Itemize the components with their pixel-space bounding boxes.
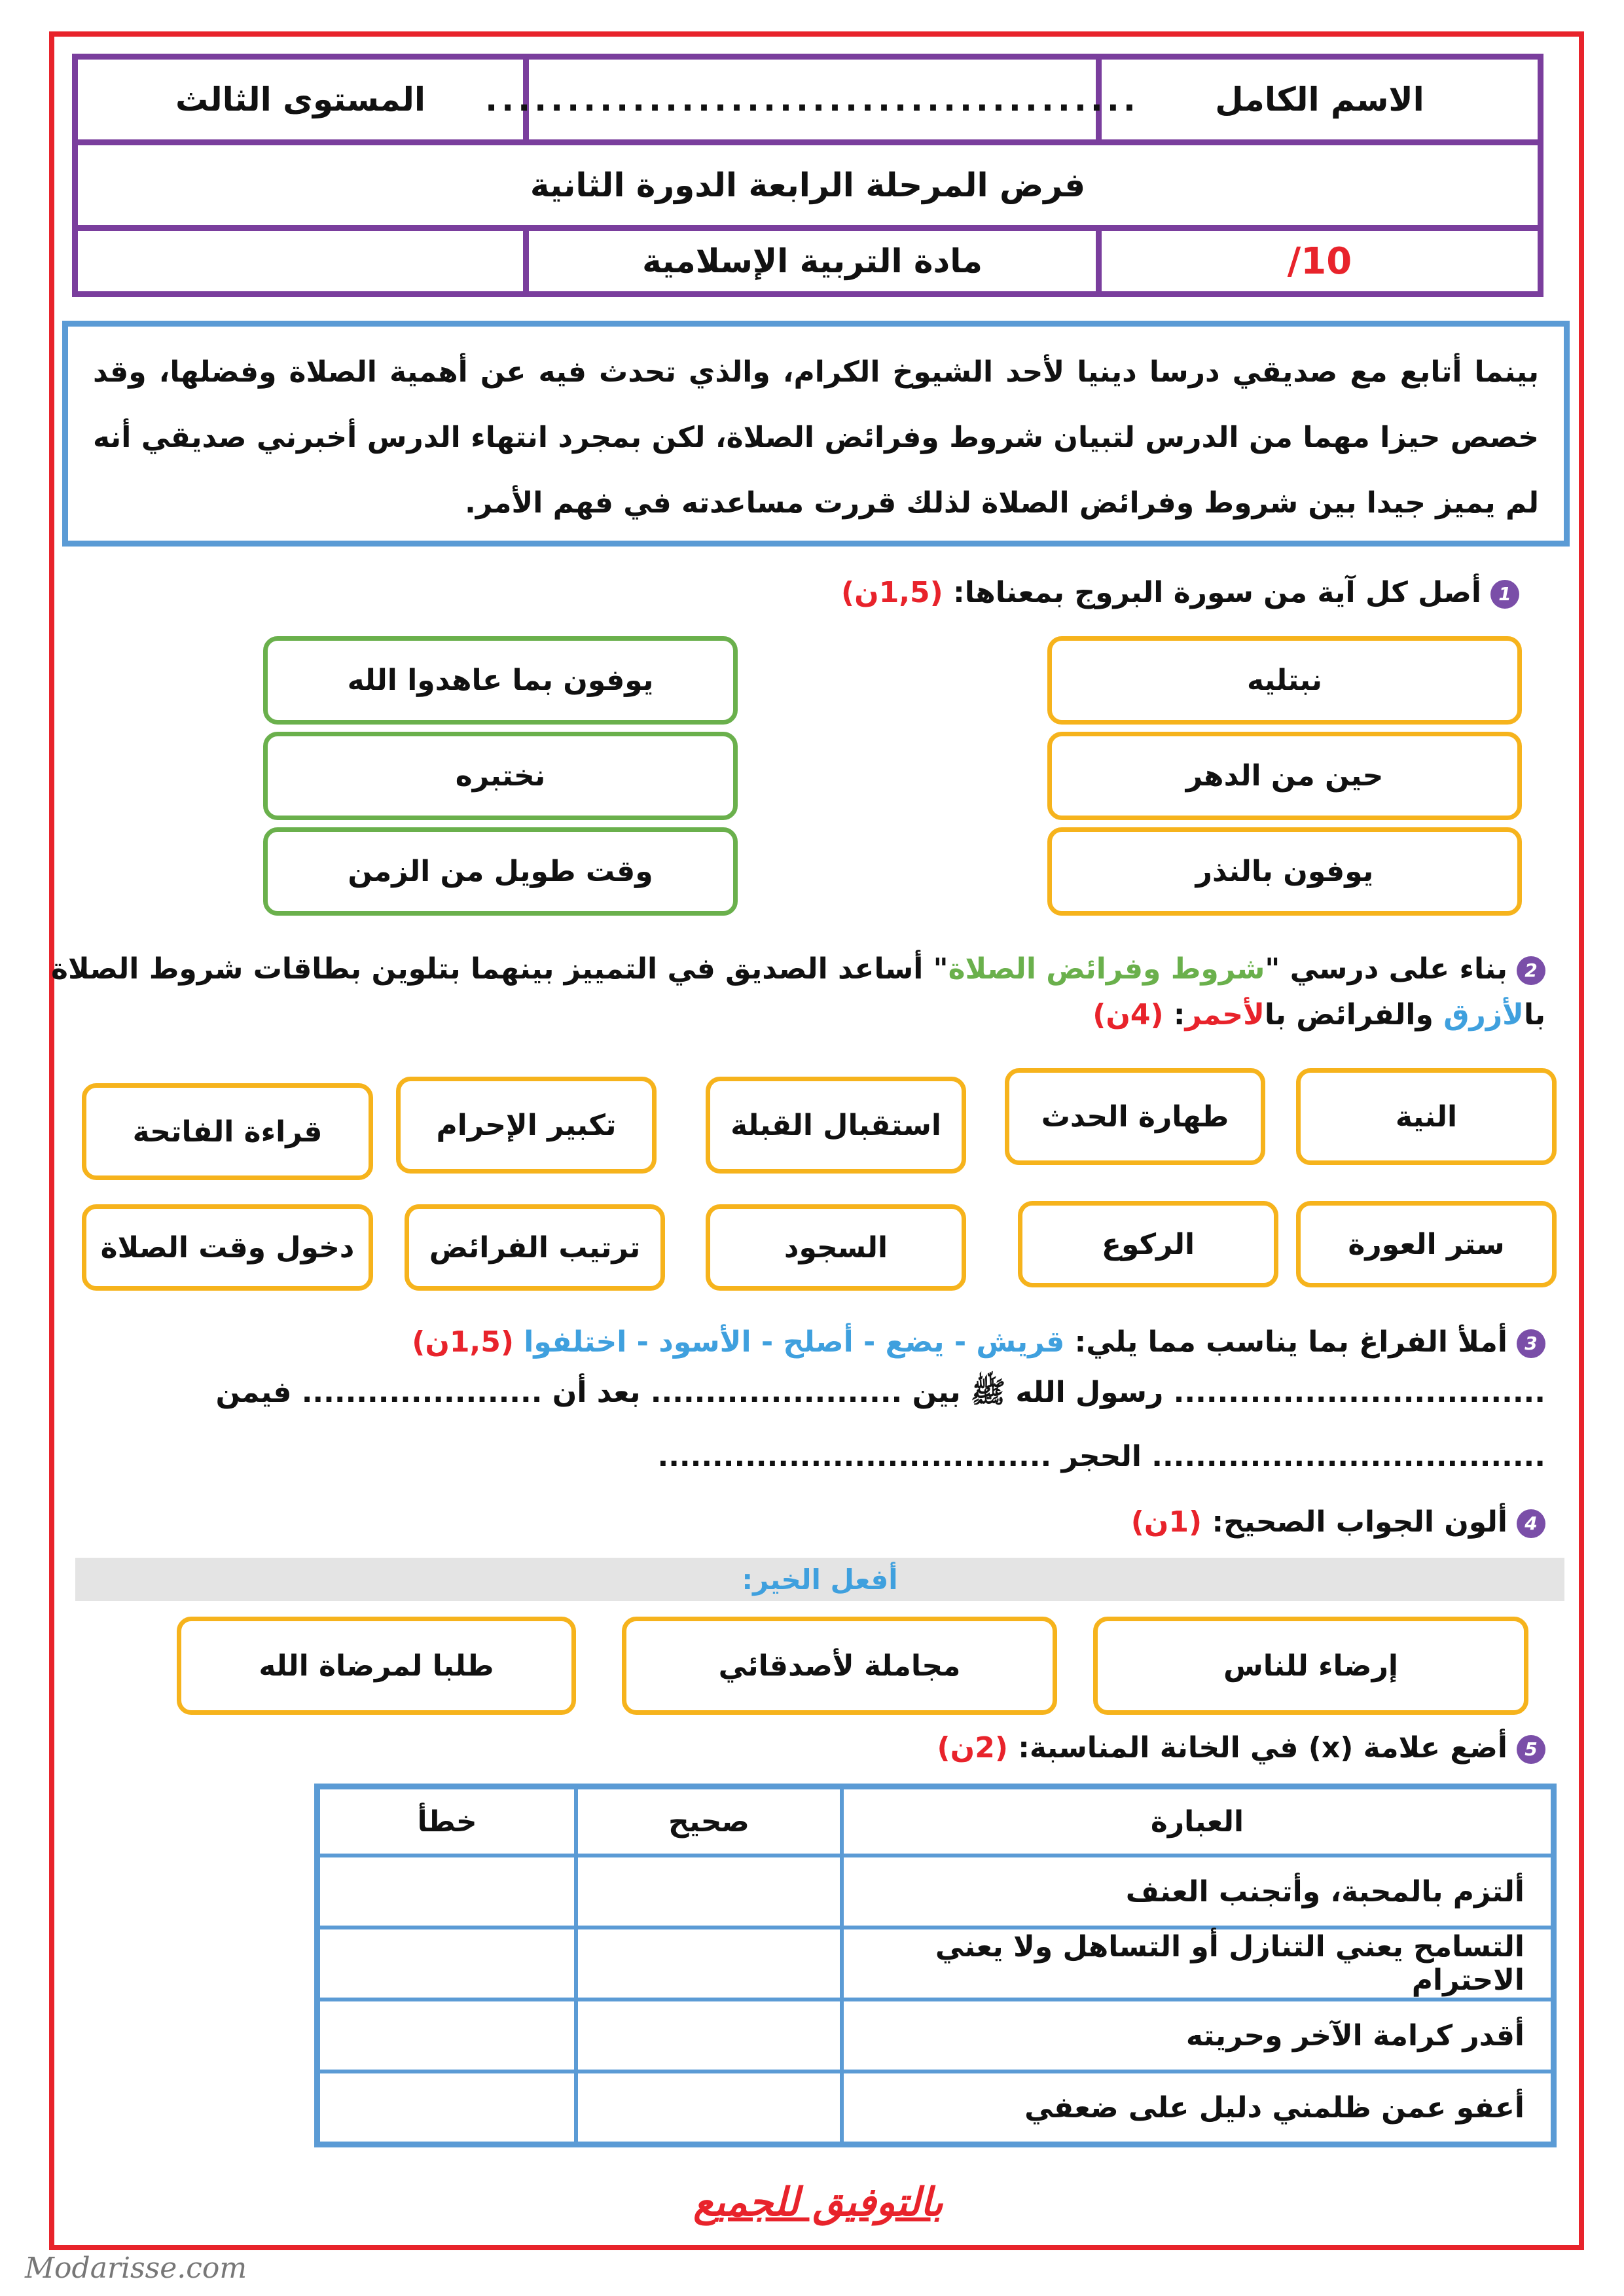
q1-left-card-2[interactable]: نختبره — [263, 732, 738, 820]
statement-cell: أعفو عمن ظلمني دليل على ضعفي — [842, 2072, 1554, 2145]
statement-cell: أقدر كرامة الآخر وحريته — [842, 2000, 1554, 2072]
q3-text: أملأ الفراغ بما يناسب مما يلي: — [1064, 1325, 1507, 1359]
q4-prompt-bar — [75, 1558, 1564, 1601]
q3-line-2[interactable]: .................................... الحجر .................................... — [657, 1440, 1545, 1473]
empty-cell — [78, 231, 523, 291]
true-cell[interactable] — [576, 2072, 842, 2145]
story-text: بينما أتابع مع صديقي درسا دينيا لأحد الشيوخ الكرام، والذي تحدث فيه عن أهمية الصلاة وفضلها، وقد خصص حيزا مهما من الدرس لتبيان شروط وفرائض الصلاة، لكن بمجرد انتهاء الدرس أخبرني صديقي أنه لم يميز جيدا بين شروط وفرائض الصلاة لذلك قررت مساعدته في فهم الأمر. — [62, 321, 1570, 547]
q3-points: (1,5ن) — [412, 1325, 514, 1359]
table-row — [317, 1856, 1554, 1928]
true-cell[interactable] — [576, 2000, 842, 2072]
q4-text: ألون الجواب الصحيح: — [1212, 1505, 1507, 1539]
q2-card-5[interactable]: قراءة الفاتحة — [82, 1083, 373, 1180]
q2-card-2[interactable]: طهارة الحدث — [1005, 1068, 1265, 1165]
true-cell[interactable] — [576, 1856, 842, 1928]
q2-points: (4ن) — [1092, 998, 1164, 1031]
false-cell[interactable] — [317, 1928, 577, 2000]
q2-card-6[interactable]: ستر العورة — [1296, 1201, 1557, 1287]
q2-text-c: با — [1523, 998, 1545, 1031]
header-statement: العبارة — [842, 1787, 1554, 1856]
q1-points: (1,5ن) — [841, 576, 943, 609]
q3-number-icon: 3 — [1517, 1329, 1545, 1358]
false-cell[interactable] — [317, 1856, 577, 1928]
q2-card-7[interactable]: الركوع — [1018, 1201, 1278, 1287]
q2-card-9[interactable]: ترتيب الفرائض — [405, 1204, 665, 1291]
true-cell[interactable] — [576, 1928, 842, 2000]
q4-number-icon: 4 — [1517, 1509, 1545, 1538]
q2-text-b: " أساعد الصديق في التمييز بينهما بتلوين بطاقات شروط الصلاة — [51, 952, 948, 986]
level-label: المستوى الثالث — [175, 81, 426, 118]
watermark: Modarisse.com — [25, 2251, 247, 2285]
q2-card-1[interactable]: النية — [1296, 1068, 1557, 1165]
statement-cell: ألتزم بالمحبة، وأتجنب العنف — [842, 1856, 1554, 1928]
false-cell[interactable] — [317, 2072, 577, 2145]
q4-option-2[interactable]: مجاملة لأصدقائي — [622, 1617, 1057, 1715]
statement-cell: التسامح يعني التنازل أو التساهل ولا يعني الاحترام — [842, 1928, 1554, 2000]
q4-instruction — [1131, 1505, 1545, 1539]
header-false: خطأ — [317, 1787, 577, 1856]
q4-option-1[interactable]: إرضاء للناس — [1093, 1617, 1528, 1715]
q2-instruction-line2 — [1092, 998, 1545, 1031]
table-row — [317, 2072, 1554, 2145]
table-header-row — [317, 1787, 1554, 1856]
grade-label: /10 — [1096, 231, 1538, 291]
exam-title: فرض المرحلة الرابعة الدورة الثانية — [530, 166, 1086, 204]
q5-number-icon: 5 — [1517, 1735, 1545, 1764]
q5-text: أضع علامة (x) في الخانة المناسبة: — [1018, 1731, 1507, 1765]
q4-points: (1ن) — [1130, 1505, 1202, 1539]
q2-text-e: : — [1163, 998, 1185, 1031]
q1-instruction — [841, 576, 1519, 609]
q1-right-card-3[interactable]: يوفون بالنذر — [1047, 827, 1522, 916]
q5-points: (2ن) — [937, 1731, 1008, 1765]
true-false-table — [314, 1784, 1557, 2147]
q3-line-1[interactable]: .................................. رسول الله ﷺ بين ....................... بعد أن ...................... فيمن — [215, 1376, 1545, 1409]
table-row — [317, 2000, 1554, 2072]
q1-number-icon: 1 — [1490, 580, 1519, 609]
name-field[interactable]: ........................................ — [523, 60, 1096, 139]
q4-prompt: أفعل الخير: — [742, 1563, 898, 1596]
q4-option-3[interactable]: طلبا لمرضاة الله — [177, 1617, 576, 1715]
q5-instruction — [937, 1731, 1545, 1765]
q2-card-4[interactable]: تكبير الإحرام — [396, 1077, 657, 1174]
q2-keyword: شروط وفرائض الصلاة — [948, 952, 1265, 986]
q2-text-d: والفرائض با — [1264, 998, 1444, 1031]
q2-card-10[interactable]: دخول وقت الصلاة — [82, 1204, 373, 1291]
q1-left-card-1[interactable]: يوفون بما عاهدوا الله — [263, 636, 738, 725]
q2-card-8[interactable]: السجود — [706, 1204, 966, 1291]
table-row — [317, 1928, 1554, 2000]
q1-right-card-1[interactable]: نبتليه — [1047, 636, 1522, 725]
false-cell[interactable] — [317, 2000, 577, 2072]
q3-word-bank: قريش - يضع - أصلح - الأسود - اختلفوا — [524, 1325, 1065, 1359]
header-row-title — [72, 139, 1543, 231]
q2-number-icon: 2 — [1517, 956, 1545, 985]
footer-wish: بالتوفيق للجميع — [693, 2179, 943, 2225]
header-true: صحيح — [576, 1787, 842, 1856]
q2-blue-word: لأزرق — [1443, 998, 1524, 1031]
q1-left-card-3[interactable]: وقت طويل من الزمن — [263, 827, 738, 916]
name-label: الاسم الكامل — [1096, 60, 1538, 139]
q2-instruction-line1 — [51, 952, 1545, 986]
header-row-subject — [72, 225, 1543, 297]
header-row-name — [72, 54, 1543, 145]
q2-card-3[interactable]: استقبال القبلة — [706, 1077, 966, 1174]
q1-right-card-2[interactable]: حين من الدهر — [1047, 732, 1522, 820]
subject-label: مادة التربية الإسلامية — [523, 231, 1096, 291]
q1-text: أصل كل آية من سورة البروج بمعناها: — [953, 576, 1481, 609]
q3-instruction — [412, 1325, 1545, 1359]
q2-red-word: لأحمر — [1185, 998, 1265, 1031]
q2-text-a: بناء على درسي " — [1265, 952, 1507, 986]
